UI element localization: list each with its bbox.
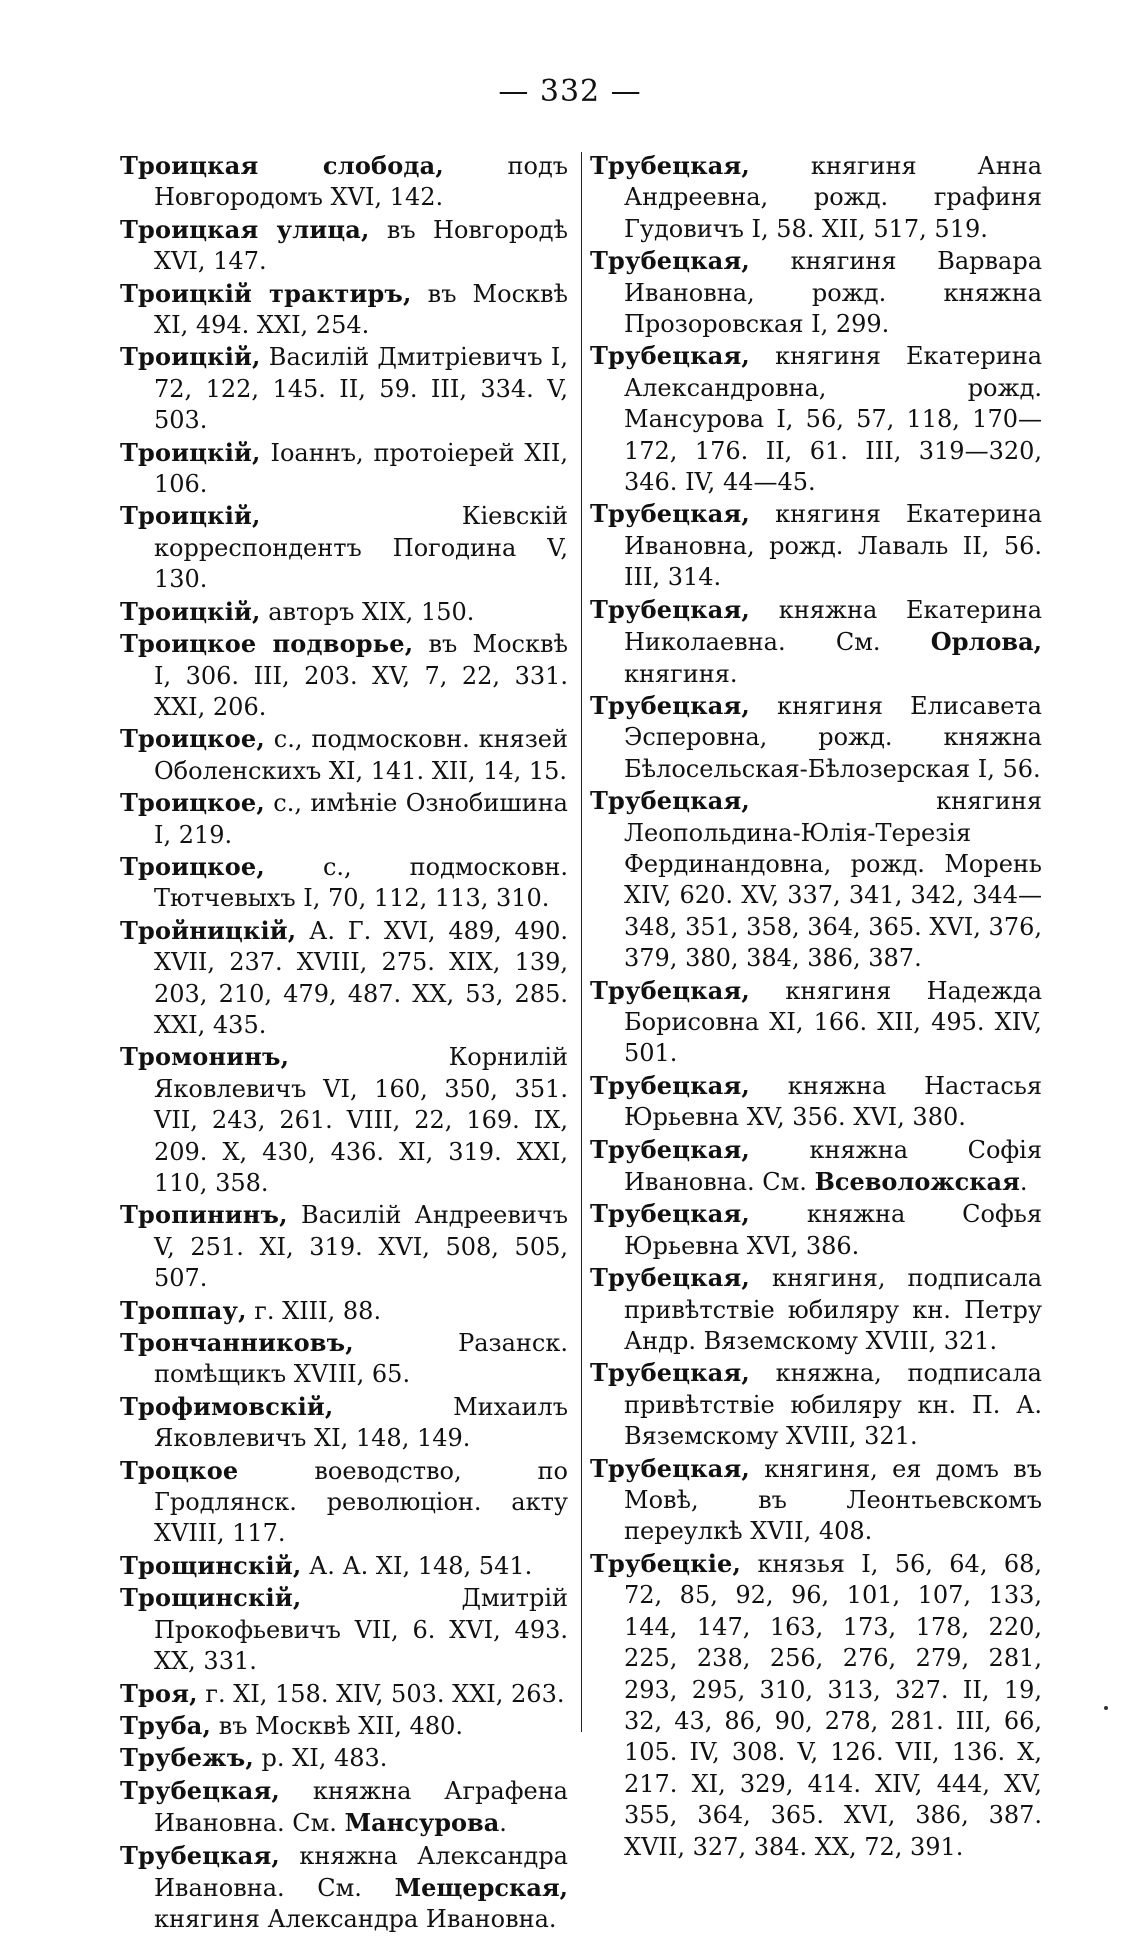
print-speck [1104, 1706, 1108, 1710]
entry-heading: Трубецкая, [590, 975, 750, 1005]
entry-heading: Тромонинъ, [120, 1042, 290, 1072]
entry-heading: Трубецкая, [590, 499, 750, 529]
entry-text: Корнилій Яковлевичъ VI, 160, 350, 351. VII, 243, 261. VIII, 22, 169. IX, 209. X, 430, 436. XI, 319. XXI, 110, 358. [154, 1043, 568, 1197]
index-entry [120, 1391, 568, 1455]
index-entry [120, 1327, 568, 1391]
entry-heading: Троицкій, [120, 501, 261, 531]
entry-text: с., имѣніе Ознобишина I, 219. [154, 789, 568, 849]
index-entry [590, 1198, 1042, 1262]
entry-text: княжна Екатерина Николаевна. См. [624, 595, 1042, 657]
entry-text: княгиня, ея домъ въ Мовѣ, въ Леонтьевскомъ переулкѣ XVII, 408. [624, 1454, 1042, 1546]
entry-text: А. А. XI, 148, 541. [301, 1551, 533, 1580]
entry-text: княжна Софья Юрьевна XVI, 386. [624, 1200, 1042, 1260]
entry-heading: Трубецкая, [590, 1263, 750, 1293]
entry-text: княгиня Варвара Ивановна, рожд. княжна Прозоровская I, 299. [624, 247, 1042, 339]
entry-heading: Трубецкая, [590, 1070, 750, 1100]
index-entry [120, 596, 568, 628]
entry-text: княжна Александра Ивановна. См. [154, 1841, 568, 1902]
index-entry [590, 594, 1042, 690]
entry-heading: Троицкое, [120, 851, 265, 881]
entry-heading: Троицкій, [120, 596, 261, 626]
entry-heading: Трубецкая, [590, 1453, 750, 1483]
entry-heading: Трубецкая, [590, 690, 750, 720]
index-entry [590, 1070, 1042, 1134]
index-entry [120, 1742, 568, 1774]
entry-heading: Трубецкая, [590, 151, 750, 180]
entry-heading: Троицкое, [120, 788, 265, 818]
entry-heading: Троицкое, [120, 724, 265, 754]
entry-heading: Трубецкая, [120, 1775, 280, 1805]
entry-text: княжна Аграфена Ивановна. См. [154, 1776, 568, 1838]
entry-text: княгиня Екатерина Александровна, рожд. Мансурова I, 56, 57, 118, 170—172, 176. II, 61. III, 319—320, 346. IV, 44—45. [624, 342, 1042, 497]
entry-text: Кіевскій корреспондентъ Погодина V, 130. [154, 502, 568, 594]
entry-heading: Трубецкая, [590, 1134, 750, 1164]
index-entry [590, 975, 1042, 1070]
entry-text: княгиня Надежда Борисовна XI, 166. XII, 495. XIV, 501. [624, 976, 1042, 1068]
entry-text: княгиня Екатерина Ивановна, рожд. Лаваль II, 56. III, 314. [624, 500, 1042, 592]
entry-text: въ Москвѣ I, 306. III, 203. XV, 7, 22, 331. XXI, 206. [154, 630, 568, 721]
entry-heading: Трубежъ, [120, 1743, 254, 1773]
entry-heading: Трубецкая, [590, 594, 750, 624]
entry-heading: Труба, [120, 1710, 212, 1740]
index-entry [120, 1840, 568, 1936]
index-entry [120, 150, 568, 214]
entry-heading: Трубецкая, [590, 786, 750, 816]
index-entry [590, 245, 1042, 340]
entry-text: с., подмосковн. князей Оболенскихъ XI, 141. XII, 14, 15. [154, 725, 568, 785]
index-entry [120, 723, 568, 787]
entry-heading: Троицкая улица, [120, 214, 370, 244]
index-entry [120, 851, 568, 915]
index-entry [120, 1678, 568, 1710]
entry-heading: Троицкій трактиръ, [120, 278, 412, 308]
index-entry [120, 1775, 568, 1840]
entry-heading: Троицкій, [120, 342, 261, 372]
entry-text: княгиня Леопольдина-Юлія-Терезія Фердинандовна, рожд. Морень XIV, 620. XV, 337, 341, 342, 344—348, 351, 358, 364, 365. XVI, 376, 379, 380, 384, 386, 387. [624, 787, 1042, 973]
entry-heading: Тропининъ, [120, 1200, 288, 1230]
index-entry [590, 785, 1042, 974]
entry-heading: Троя, [120, 1678, 198, 1708]
entry-heading: Тройницкій, [120, 915, 297, 945]
entry-text: р. XI, 483. [253, 1744, 388, 1773]
index-entry [590, 1357, 1042, 1452]
entry-text: А. Г. XVI, 489, 490. XVII, 237. XVIII, 275. XIX, 139, 203, 210, 479, 487. XX, 53, 285. XXI, 435. [154, 916, 568, 1039]
index-entry [120, 1041, 568, 1199]
index-entry [120, 500, 568, 595]
page-number: — 332 — [498, 74, 642, 109]
entry-text: г. XI, 158. XIV, 503. XXI, 263. [197, 1679, 565, 1708]
entry-heading: Троппау, [120, 1295, 247, 1325]
entry-text: въ Москвѣ XII, 480. [211, 1711, 463, 1740]
entry-text: князья I, 56, 64, 68, 72, 85, 92, 96, 101, 107, 133, 144, 147, 163, 173, 178, 220, 225, 238, 256, 276, 279, 281, 293, 295, 310, 313, 327. II, 19, 32, 43, 86, 90, 278, 281. III, 66, 105. IV, 308. V, 126. VII, 136. X, 217. XI, 329, 414. XIV, 444, XV, 355, 364, 365. XVI, 386, 387. XVII, 327, 384. XX, 72, 391. [624, 1549, 1042, 1861]
entry-text: Василій Дмитріевичъ I, 72, 122, 145. II, 59. III, 334. V, 503. [154, 343, 568, 435]
left-column [120, 150, 568, 1936]
entry-text: княгиня Елисавета Эсперовна, рожд. княжна Бѣлосельская-Бѣлозерская I, 56. [624, 691, 1042, 783]
entry-text: Іоаннъ, протоіерей XII, 106. [154, 438, 568, 499]
index-entry [590, 340, 1042, 498]
cross-reference: Всеволожская [814, 1167, 1020, 1196]
index-entry [120, 628, 568, 723]
index-entry [590, 690, 1042, 785]
index-entry [120, 787, 568, 851]
index-entry [120, 1582, 568, 1677]
entry-text: авторъ XIX, 150. [260, 597, 475, 626]
index-entry [590, 150, 1042, 245]
index-entry [120, 1550, 568, 1582]
entry-heading: Трощинскій, [120, 1583, 302, 1613]
entry-tail: . [1019, 1168, 1028, 1196]
entry-text: княжна Настасья Юрьевна XV, 356. XVI, 380. [624, 1071, 1042, 1132]
index-entry [590, 1548, 1042, 1863]
entry-text: въ Новгородѣ XVI, 147. [154, 215, 568, 276]
entry-heading: Трофимовскій, [120, 1391, 334, 1421]
index-entry [120, 1199, 568, 1294]
entry-heading: Трощинскій, [120, 1550, 302, 1580]
index-entry [590, 1134, 1042, 1199]
entry-heading: Трубецкая, [590, 1358, 750, 1388]
index-entry [590, 498, 1042, 593]
entry-heading: Трубецкая, [590, 1199, 750, 1229]
entry-text: г. XIII, 88. [246, 1296, 382, 1325]
entry-heading: Трубецкіе, [590, 1548, 742, 1578]
entry-heading: Троцкое [120, 1455, 239, 1485]
index-entry [120, 1295, 568, 1327]
entry-text: подъ Новгородомъ XVI, 142. [154, 152, 569, 212]
entry-text: Михаилъ Яковлевичъ XI, 148, 149. [154, 1392, 568, 1453]
index-entry [120, 278, 568, 342]
entry-text: княгиня, подписала привѣтствіе юбиляру кн. Петру Андр. Вяземскому XVIII, 321. [624, 1264, 1042, 1356]
entry-tail: княгиня Александра Ивановна. [154, 1905, 557, 1934]
entry-heading: Трубецкая, [120, 1840, 280, 1870]
index-entry [120, 1710, 568, 1742]
entry-heading: Троицкая слобода, [120, 151, 444, 180]
entry-tail: . [499, 1809, 507, 1838]
entry-text: Разанск. помѣщикъ XVIII, 65. [154, 1329, 568, 1389]
entry-text: княгиня Анна Андреевна, рожд. графиня Гудовичъ I, 58. XII, 517, 519. [624, 152, 1042, 243]
entry-heading: Троицкій, [120, 437, 261, 467]
index-entry [120, 1455, 568, 1550]
entry-heading: Троицкое подворье, [120, 629, 414, 659]
entry-heading: Трубецкая, [590, 246, 750, 276]
cross-reference: Мещерская, [394, 1872, 568, 1902]
index-entry [590, 1262, 1042, 1357]
index-entry [120, 915, 568, 1042]
index-entry [120, 214, 568, 278]
entry-text: с., подмосковн. Тютчевыхъ I, 70, 112, 113, 310. [154, 852, 568, 913]
column-divider [581, 152, 582, 1732]
index-entry [120, 437, 568, 501]
entry-text: воеводство, по Гродлянск. революціон. акту XVIII, 117. [154, 1456, 568, 1548]
index-entry [590, 1453, 1042, 1548]
entry-text: Дмитрій Прокофьевичъ VII, 6. XVI, 493. XX, 331. [154, 1584, 568, 1676]
cross-reference: Мансурова [344, 1808, 500, 1838]
entry-text: княжна Софія Ивановна. См. [624, 1135, 1042, 1196]
entry-heading: Трубецкая, [590, 341, 750, 371]
right-column [590, 150, 1042, 1863]
entry-text: княжна, подписала привѣтствіе юбиляру кн. П. А. Вяземскому XVIII, 321. [624, 1359, 1042, 1451]
entry-heading: Трончанниковъ, [120, 1328, 354, 1358]
entry-text: Василій Андреевичъ V, 251. XI, 319. XVI, 508, 505, 507. [154, 1201, 568, 1293]
entry-text: въ Москвѣ XI, 494. XXI, 254. [154, 279, 568, 340]
cross-reference: Орлова, [930, 627, 1042, 657]
index-entry [120, 341, 568, 436]
entry-tail: княгиня. [624, 659, 738, 688]
